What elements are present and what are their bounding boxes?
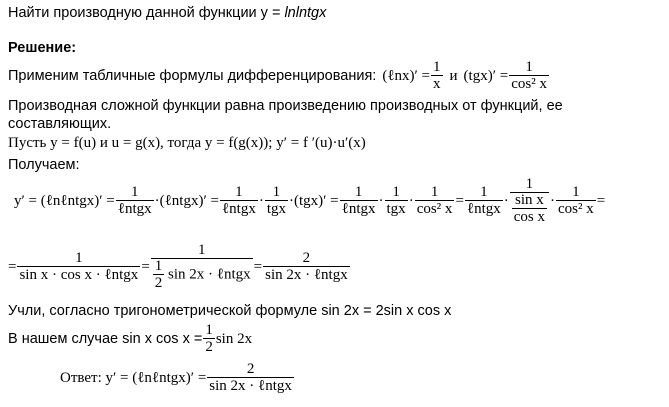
task-prefix: Найти производную данной функции y = [8,5,285,21]
fraction-denominator: ℓntgx [117,201,152,217]
equals-sign: = [8,258,17,275]
task-line [8,5,326,21]
case-suffix: sin 2x [215,330,253,347]
fraction-numerator: 1 [415,185,455,201]
task-function: lnlntgx [284,5,327,21]
fraction-denominator: ℓntgx [221,201,256,217]
fraction-numerator: 1 [385,185,408,201]
fraction-denominator: sin 2x · ℓntgx [209,378,292,394]
dot-sign: · [503,192,509,209]
eq1-fraction-4 [340,185,378,217]
obtain-label: Получаем: [8,157,80,173]
fraction-numerator: 2 [263,251,350,267]
eq2-fraction-3 [263,251,350,283]
eq1-fraction-9 [556,185,596,217]
fraction-denominator [151,259,253,291]
fraction-denominator: cos² x [416,201,453,217]
fraction-numerator: 1 [151,243,253,259]
dot-sign: · [408,192,414,209]
eq1-fraction-8 [510,177,549,225]
eq1-fraction-6 [415,185,455,217]
fraction-numerator: 1 [465,185,503,201]
fraction-numerator: 1 [340,185,378,201]
equals-sign: = [455,192,464,209]
solution-heading: Решение: [8,40,77,56]
fraction-numerator: 1 [205,322,213,338]
case-line [8,323,252,355]
table-formulas-line [8,60,550,92]
half-fraction [203,323,215,355]
fraction-denominator: sin 2x · ℓntgx [265,267,348,283]
eq1-fraction-1 [116,185,154,217]
nested-fraction [512,193,547,225]
fraction-numerator: 1 [154,258,163,274]
ln-derivative-lhs: (ℓnx)′ = [382,67,431,84]
table-formulas-text: Применим табличные формулы дифференцирования: [8,68,377,84]
fraction-denominator: 2 [154,275,163,291]
fraction-numerator: 1 [433,59,441,75]
fraction-denominator: sin x · cos x · ℓntgx [19,267,139,283]
fraction-numerator: 1 [17,251,140,267]
eq1-term-2: ·(tgx)′ = [289,192,339,209]
fraction-numerator: 1 [509,60,549,76]
case-prefix: В нашем случае sin x cos x = [8,331,203,347]
chain-rule-line-1: Производная сложной функции равна произведению производных от функций, ее [8,98,563,114]
fraction-numerator: 1 [220,185,258,201]
fraction-denominator: x [433,76,441,92]
ln-derivative-fraction [431,60,443,92]
trig-identity-note: Учли, согласно тригонометрической формуле sin 2x = 2sin x cos x [8,303,452,319]
eq1-lhs: y′ = (ℓnℓntgx)′ = [14,192,115,209]
equals-sign: = [253,258,263,275]
fraction-numerator: 1 [265,185,288,201]
equals-sign: = [596,192,606,209]
eq1-fraction-3 [265,185,288,217]
fraction-denominator: 2 [205,339,213,355]
and-word: и [449,67,458,84]
tg-derivative-fraction [509,60,549,92]
fraction-numerator: 1 [556,185,596,201]
fraction-denominator: ℓntgx [341,201,376,217]
derivative-chain-equation [14,177,605,225]
fraction-numerator: sin x [512,193,547,209]
eq1-fraction-5 [385,185,408,217]
dot-sign: · [378,192,384,209]
dot-sign: · [258,192,264,209]
fraction-denominator: cos x [513,209,546,225]
substitution-line: Пусть y = f(u) и u = g(x), тогда y = f(g(x)); y′ = f ′(u)·u′(x) [8,135,366,151]
fraction-denominator: tgx [266,201,286,217]
equals-sign: = [141,258,150,275]
eq1-term-1: ·(ℓntgx)′ = [154,192,219,209]
answer-prefix: Ответ: y′ = (ℓnℓntgx)′ = [60,369,207,386]
fraction-numerator: 1 [116,185,154,201]
eq1-fraction-7 [465,185,503,217]
chain-rule-line-2: составляющих. [8,116,112,132]
fraction-denominator: tgx [386,201,406,217]
fraction-denominator: cos² x [511,76,547,92]
fraction-denominator [510,193,549,225]
simplification-equation [8,243,351,291]
dot-sign: · [550,192,556,209]
answer-fraction [207,362,294,394]
eq2-fraction-1 [17,251,140,283]
fraction-numerator: 1 [510,177,549,193]
answer-line [60,362,295,394]
denominator-rest: sin 2x · ℓntgx [168,266,251,283]
fraction-denominator: cos² x [558,201,594,217]
tg-derivative-lhs: (tgx)′ = [463,67,509,84]
fraction-numerator: 2 [207,362,294,378]
eq1-fraction-2 [220,185,258,217]
fraction-denominator: ℓntgx [466,201,501,217]
half-fraction [153,259,165,291]
eq2-fraction-2 [151,243,253,291]
